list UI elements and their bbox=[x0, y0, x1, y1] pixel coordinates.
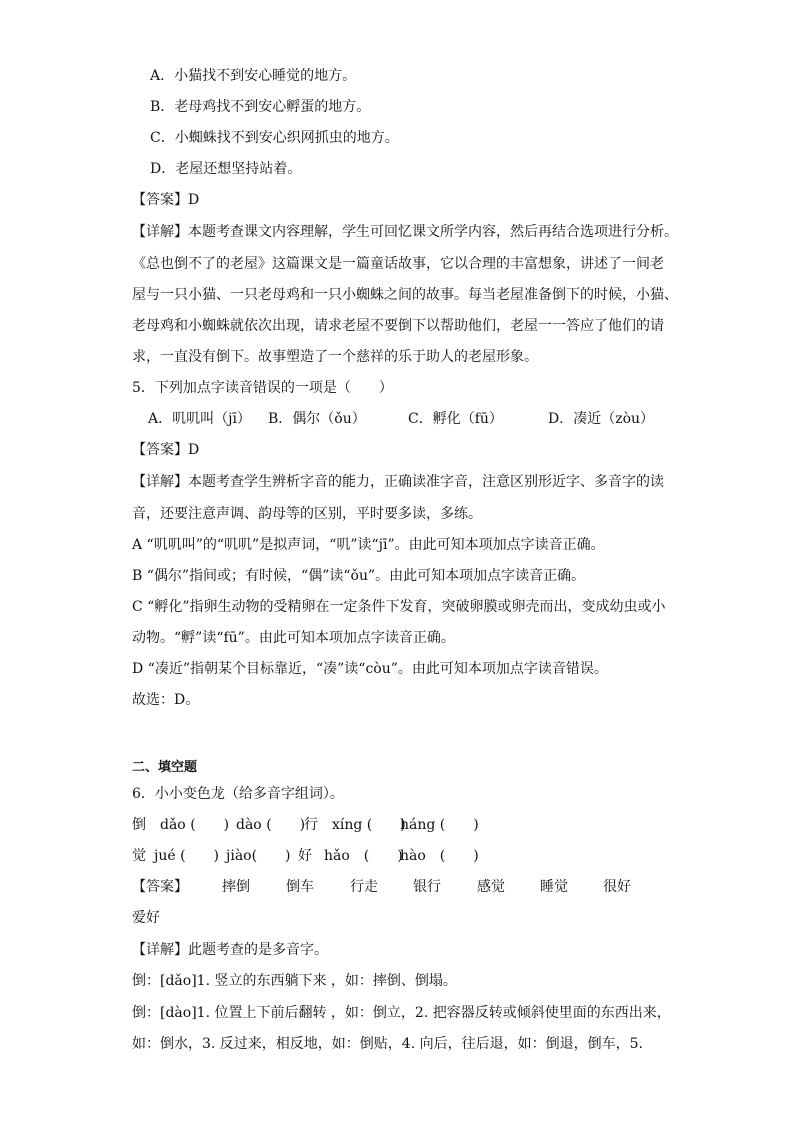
q5-explanation-line-2: 音，还要注意声调、韵母等的区别，平时要多读，多练。 bbox=[132, 506, 482, 522]
q5-explanation-line-8: 故选：D。 bbox=[132, 692, 200, 708]
q5-option-d: D．凑近（zòu） bbox=[548, 411, 655, 427]
q5-option-b: B．偶尔（ǒu） bbox=[268, 411, 366, 427]
q4-option-d: D．老屋还想坚持站着。 bbox=[150, 161, 302, 177]
q6-answer-row bbox=[132, 877, 672, 897]
q6-answer-5: 感觉 bbox=[477, 879, 505, 895]
q6-answer-2: 倒车 bbox=[286, 879, 314, 895]
q6-char-jue: 觉 bbox=[132, 848, 146, 864]
q5-explanation-line-6: 动物。“孵”读“fū”。由此可知本项加点字读音正确。 bbox=[132, 630, 455, 646]
q4-answer: 【答案】D bbox=[132, 192, 200, 208]
q6-blank-hang: háng ( ) bbox=[400, 817, 479, 833]
q4-explanation-line-3: 屋与一只小猫、一只老母鸡和一只小蜘蛛之间的故事。每当老屋准备倒下的时候，小猫、 bbox=[132, 287, 678, 303]
q5-answer: 【答案】D bbox=[132, 442, 200, 458]
q6-char-hao: 好 bbox=[298, 848, 312, 864]
q6-answer-6: 睡觉 bbox=[540, 879, 568, 895]
q6-char-xing: 行 bbox=[304, 817, 318, 833]
q4-option-b: B．老母鸡找不到安心孵蛋的地方。 bbox=[150, 99, 371, 115]
q6-answer-label: 【答案】 bbox=[132, 879, 188, 895]
q5-option-c: C．孵化（fū） bbox=[408, 411, 503, 427]
section-title: 二、填空题 bbox=[132, 760, 198, 775]
q6-blank-jue: jué ( ) bbox=[154, 848, 220, 864]
q5-option-a: A．叽叽叫（jī） bbox=[148, 411, 251, 427]
q4-option-c: C．小蜘蛛找不到安心织网抓虫的地方。 bbox=[150, 130, 399, 146]
q6-answer-wrap: 爱好 bbox=[132, 910, 160, 926]
q6-explanation-line-2: 倒：[dǎo]1. 竖立的东西躺下来 ，如：摔倒、倒塌。 bbox=[132, 973, 457, 989]
q4-explanation-line-1: 【详解】本题考查课文内容理解，学生可回忆课文所学内容，然后再结合选项进行分析。 bbox=[132, 224, 678, 240]
q5-explanation-line-7: D “凑近”指朝某个目标靠近，“凑”读“còu”。由此可知本项加点字读音错误。 bbox=[132, 661, 608, 677]
q5-explanation-line-3: A “叽叽叫”的“叽叽”是拟声词，“叽”读“jī”。由此可知本项加点字读音正确。 bbox=[132, 537, 605, 553]
q6-explanation-line-1: 【详解】此题考查的是多音字。 bbox=[132, 942, 328, 958]
q6-blank-xing: xíng ( ) bbox=[332, 817, 406, 833]
q5-explanation-line-4: B “偶尔”指间或；有时候，“偶”读“ǒu”。由此可知本项加点字读音正确。 bbox=[132, 568, 586, 584]
q6-blank-jiao: jiào( ) bbox=[226, 848, 291, 864]
q6-explanation-line-3: 倒：[dào]1. 位置上下前后翻转 ，如：倒立，2. 把容器反转或倾斜使里面的东西出来， bbox=[132, 1005, 671, 1021]
q6-blank-dao3: dǎo ( ) bbox=[160, 817, 230, 833]
q6-answer-7: 很好 bbox=[603, 879, 631, 895]
q4-explanation-line-5: 求，一直没有倒下。故事塑造了一个慈祥的乐于助人的老屋形象。 bbox=[132, 349, 538, 365]
q6-answer-1: 摔倒 bbox=[222, 879, 250, 895]
q4-explanation-line-4: 老母鸡和小蜘蛛就依次出现，请求老屋不要倒下以帮助他们，老屋一一答应了他们的请 bbox=[132, 318, 664, 334]
q5-stem: 5．下列加点字读音错误的一项是（ ） bbox=[132, 380, 393, 396]
q6-answer-4: 银行 bbox=[413, 879, 441, 895]
q6-row-1 bbox=[132, 815, 672, 835]
q6-blank-hao4: hào ( ) bbox=[400, 848, 479, 864]
q6-blank-dao4: dào ( ) bbox=[236, 817, 306, 833]
q6-explanation-line-4: 如：倒水，3. 反过来，相反地，如：倒贴，4. 向后，往后退，如：倒退，倒车，5. bbox=[132, 1036, 643, 1052]
q6-stem: 6．小小变色龙（给多音字组词）。 bbox=[132, 786, 344, 802]
q4-option-a: A．小猫找不到安心睡觉的地方。 bbox=[150, 68, 357, 84]
q6-char-dao: 倒 bbox=[132, 817, 146, 833]
q6-row-2 bbox=[132, 846, 672, 866]
q5-options-row bbox=[148, 409, 688, 429]
q4-explanation-line-2: 《总也倒不了的老屋》这篇课文是一篇童话故事，它以合理的丰富想象，讲述了一间老 bbox=[132, 256, 664, 272]
q6-answer-3: 行走 bbox=[350, 879, 378, 895]
q5-explanation-line-5: C “孵化”指卵生动物的受精卵在一定条件下发育，突破卵膜或卵壳而出，变成幼虫或小 bbox=[132, 599, 666, 615]
q6-blank-hao3: hǎo ( ) bbox=[324, 848, 403, 864]
q5-explanation-line-1: 【详解】本题考查学生辨析字音的能力，正确读准字音，注意区别形近字、多音字的读 bbox=[132, 474, 664, 490]
